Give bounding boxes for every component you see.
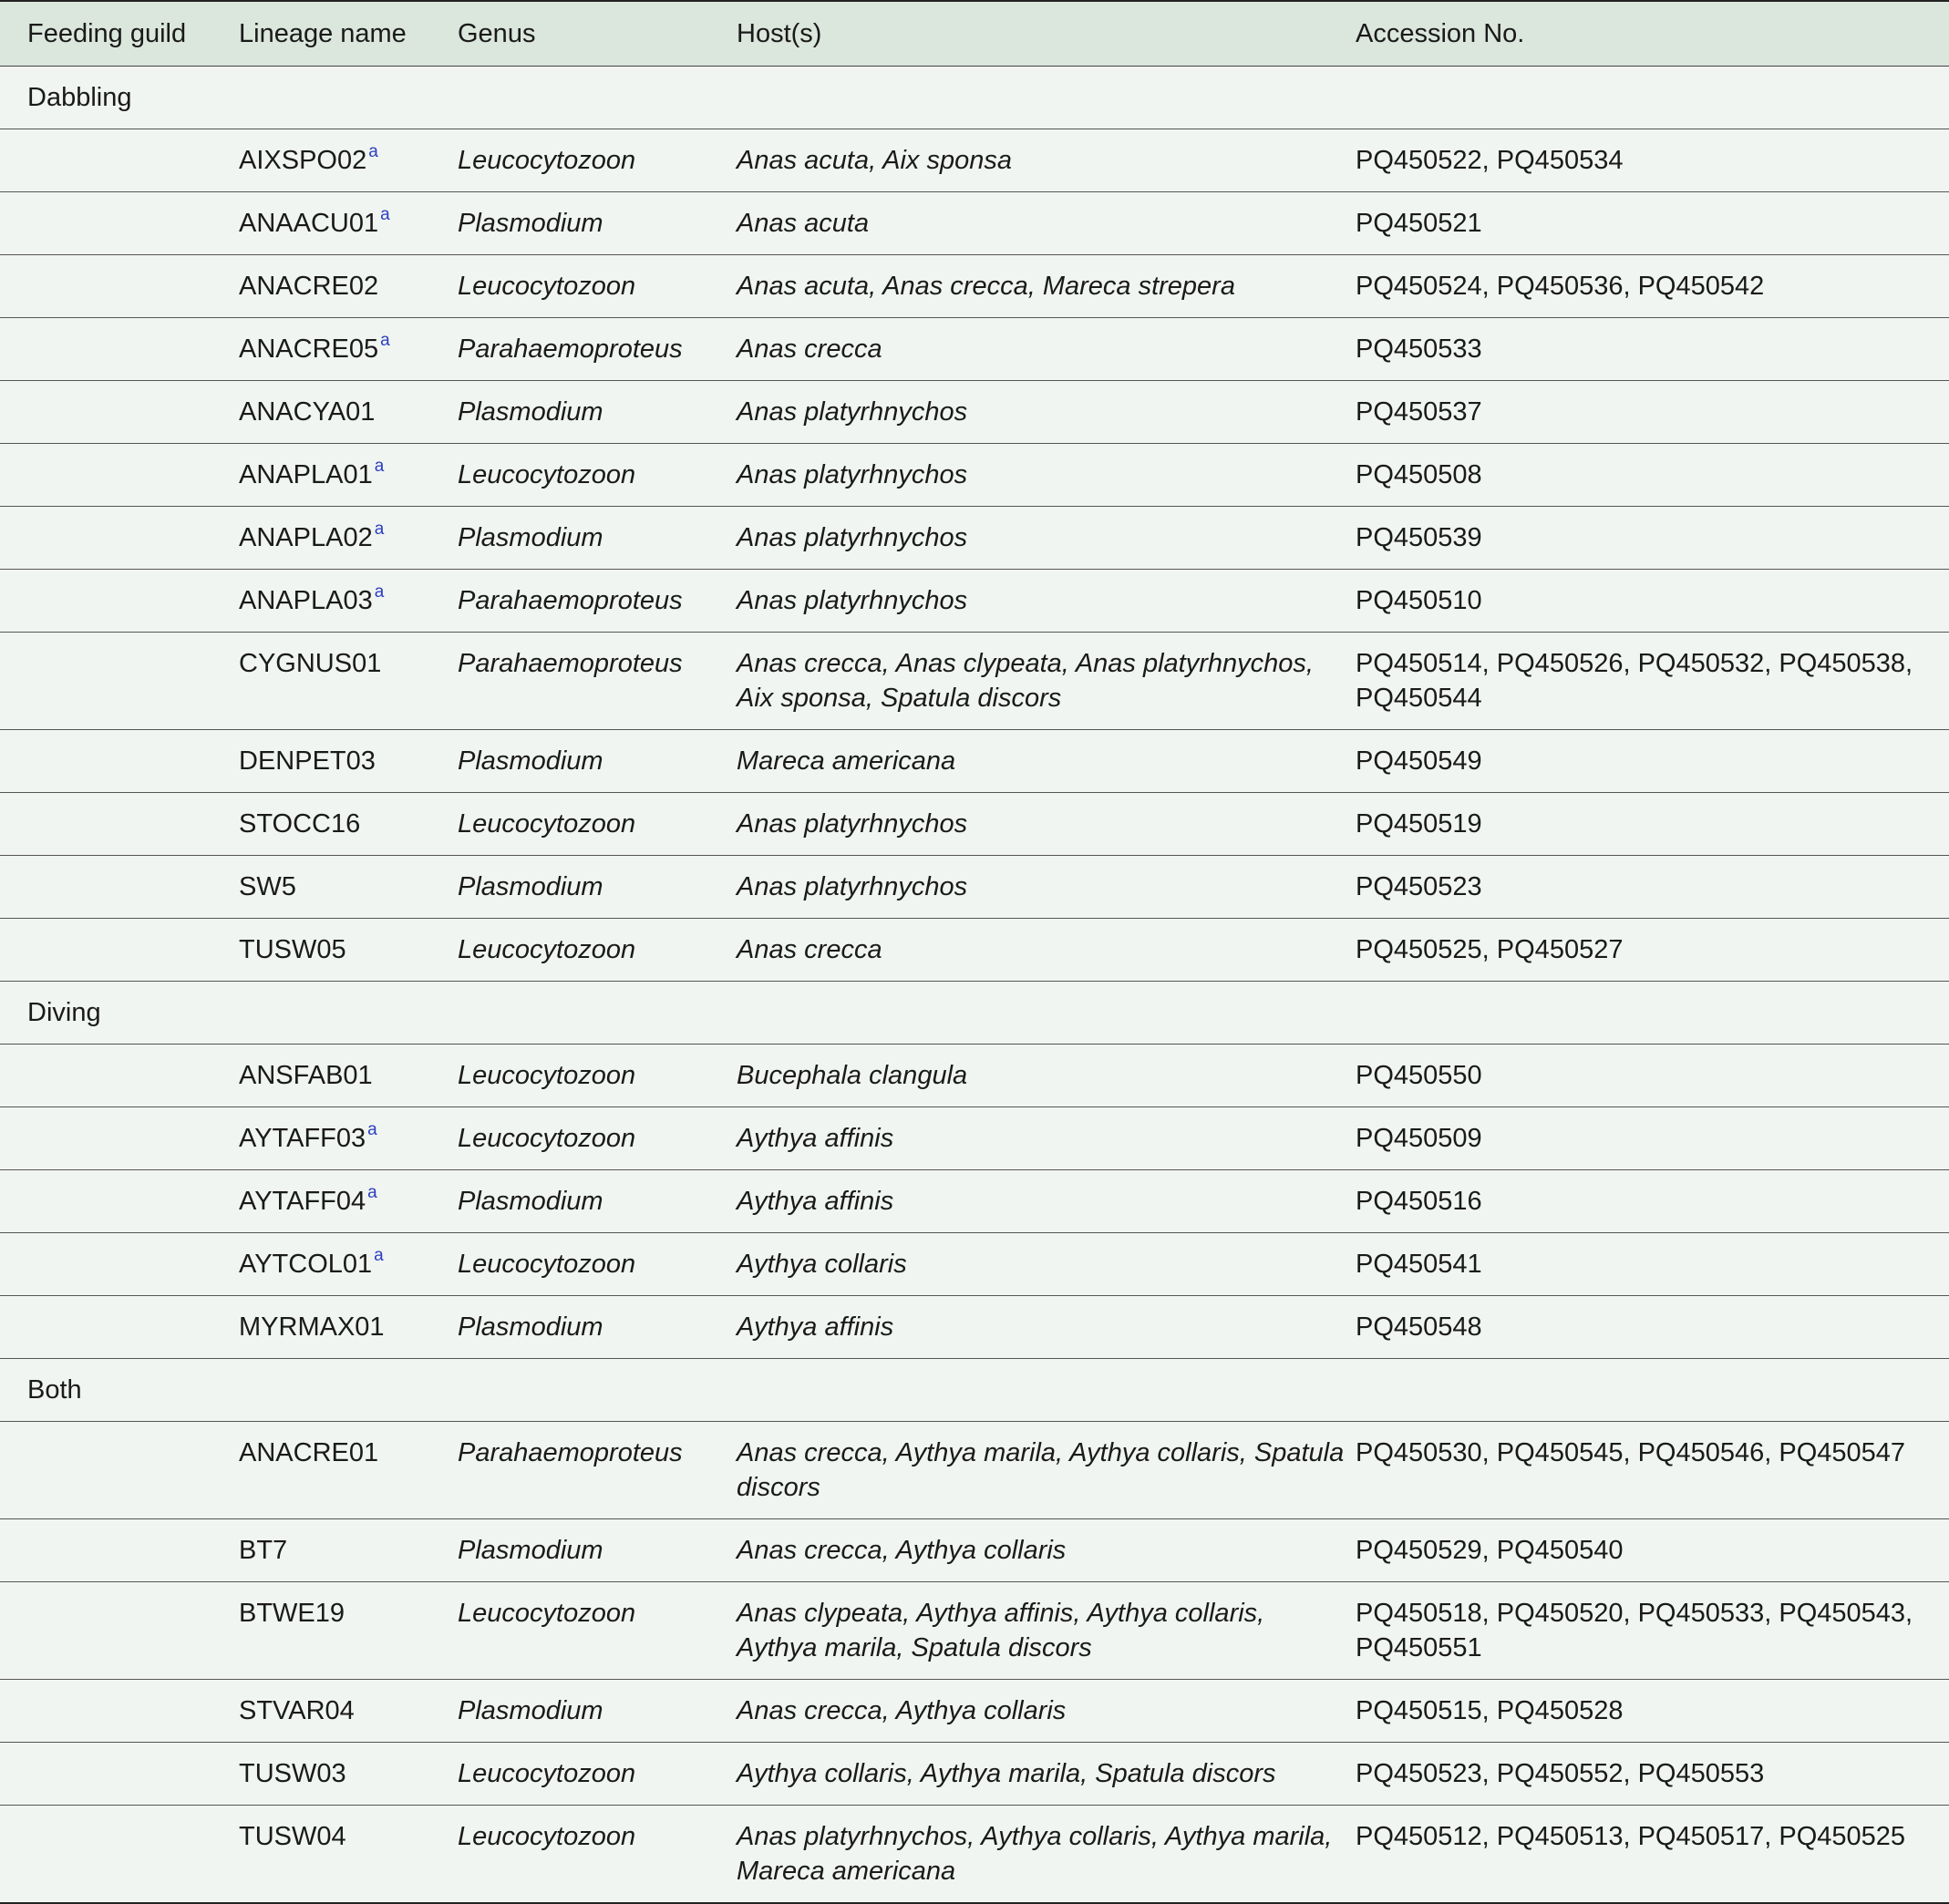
lineage-cell (239, 129, 458, 192)
footnote-mark[interactable]: a (380, 331, 390, 351)
lineage-name: ANACRE05 (239, 334, 379, 364)
table-row (0, 1296, 1949, 1359)
lineage-cell (239, 1743, 458, 1806)
lineage-cell (239, 856, 458, 919)
accession-cell: PQ450515, PQ450528 (1356, 1696, 1624, 1725)
lineage-name: ANACYA01 (239, 397, 376, 427)
accession-cell: PQ450524, PQ450536, PQ450542 (1356, 272, 1765, 301)
guild-cell (0, 1743, 239, 1806)
feeding-guild-label: Diving (27, 998, 101, 1027)
hosts-cell: Anas platyrhnychos, Aythya collaris, Aythya marila, Mareca americana (737, 1822, 1333, 1886)
genus-cell: Leucocytozoon (458, 1822, 636, 1851)
guild-cell (0, 444, 239, 507)
guild-cell (0, 633, 239, 730)
hosts-cell: Anas platyrhnychos (737, 586, 968, 615)
accession-cell: PQ450523, PQ450552, PQ450553 (1356, 1759, 1765, 1788)
footnote-mark[interactable]: a (374, 582, 385, 602)
table-row (0, 856, 1949, 919)
lineage-cell (239, 1582, 458, 1680)
table-row (0, 1519, 1949, 1582)
hosts-cell: Anas crecca, Aythya collaris (737, 1536, 1067, 1565)
accession-cell: PQ450522, PQ450534 (1356, 146, 1624, 175)
table-row (0, 1170, 1949, 1233)
guild-cell (0, 1107, 239, 1170)
lineage-name: BTWE19 (239, 1599, 345, 1628)
guild-cell (0, 1680, 239, 1743)
genus-cell: Plasmodium (458, 1696, 603, 1725)
hosts-cell: Anas acuta, Aix sponsa (737, 146, 1012, 175)
genus-cell: Leucocytozoon (458, 935, 636, 964)
lineage-name: STVAR04 (239, 1696, 355, 1725)
accession-cell: PQ450514, PQ450526, PQ450532, PQ450538, PQ450544 (1356, 649, 1913, 713)
lineage-name: AIXSPO02 (239, 146, 367, 175)
lineage-cell (239, 318, 458, 381)
lineage-name: ANSFAB01 (239, 1061, 373, 1090)
table-row (0, 730, 1949, 793)
lineage-name: ANAPLA03 (239, 586, 373, 615)
accession-cell: PQ450525, PQ450527 (1356, 935, 1624, 964)
table-row (0, 129, 1949, 192)
hosts-cell: Aythya collaris, Aythya marila, Spatula discors (737, 1759, 1276, 1788)
genus-cell: Leucocytozoon (458, 809, 636, 839)
lineage-name: AYTAFF03 (239, 1124, 366, 1153)
hosts-cell: Anas acuta, Anas crecca, Mareca strepera (737, 272, 1235, 301)
hosts-cell: Anas platyrhnychos (737, 460, 968, 489)
guild-cell (0, 318, 239, 381)
hosts-cell: Anas crecca, Aythya collaris (737, 1696, 1067, 1725)
lineage-name: DENPET03 (239, 746, 376, 776)
guild-cell (0, 1519, 239, 1582)
header-accession: Accession No. (1356, 19, 1525, 48)
table-row (0, 1233, 1949, 1296)
lineage-name: CYGNUS01 (239, 649, 382, 678)
accession-cell: PQ450516 (1356, 1187, 1482, 1216)
table-row (0, 1582, 1949, 1680)
lineage-name: SW5 (239, 872, 296, 901)
lineage-name: TUSW03 (239, 1759, 346, 1788)
hosts-cell: Anas platyrhnychos (737, 397, 968, 427)
accession-cell: PQ450521 (1356, 209, 1482, 238)
genus-cell: Parahaemoproteus (458, 586, 683, 615)
lineage-cell (239, 1806, 458, 1904)
table-row (0, 444, 1949, 507)
guild-cell (0, 192, 239, 255)
genus-cell: Leucocytozoon (458, 146, 636, 175)
accession-cell: PQ450539 (1356, 523, 1482, 552)
footnote-mark[interactable]: a (367, 1120, 377, 1140)
hosts-cell: Bucephala clangula (737, 1061, 968, 1090)
accession-cell: PQ450537 (1356, 397, 1482, 427)
genus-cell: Leucocytozoon (458, 460, 636, 489)
guild-cell (0, 129, 239, 192)
genus-cell: Parahaemoproteus (458, 334, 683, 364)
hosts-cell: Anas crecca, Anas clypeata, Anas platyrhnychos, Aix sponsa, Spatula discors (737, 649, 1314, 713)
lineage-cell (239, 444, 458, 507)
hosts-cell: Anas crecca, Aythya marila, Aythya collaris, Spatula discors (737, 1438, 1345, 1502)
hosts-cell: Anas platyrhnychos (737, 872, 968, 901)
lineage-cell (239, 570, 458, 633)
genus-cell: Parahaemoproteus (458, 649, 683, 678)
table-row (0, 570, 1949, 633)
accession-cell: PQ450530, PQ450545, PQ450546, PQ450547 (1356, 1438, 1906, 1467)
genus-cell: Leucocytozoon (458, 1124, 636, 1153)
lineage-name: AYTAFF04 (239, 1187, 366, 1216)
lineage-name: ANAPLA02 (239, 523, 373, 552)
lineage-cell (239, 1296, 458, 1359)
genus-cell: Leucocytozoon (458, 1599, 636, 1628)
header-row (0, 1, 1949, 67)
accession-cell: PQ450550 (1356, 1061, 1482, 1090)
accession-cell: PQ450523 (1356, 872, 1482, 901)
accession-cell: PQ450518, PQ450520, PQ450533, PQ450543, PQ450551 (1356, 1599, 1913, 1662)
hosts-cell: Anas acuta (737, 209, 870, 238)
accession-cell: PQ450512, PQ450513, PQ450517, PQ450525 (1356, 1822, 1906, 1851)
guild-cell (0, 381, 239, 444)
lineage-cell (239, 381, 458, 444)
feeding-guild-label: Both (27, 1375, 82, 1405)
footnote-mark[interactable]: a (380, 205, 390, 225)
table-row (0, 633, 1949, 730)
accession-cell: PQ450548 (1356, 1312, 1482, 1342)
lineage-cell (239, 507, 458, 570)
lineage-name: TUSW05 (239, 935, 346, 964)
hosts-cell: Aythya affinis (737, 1124, 894, 1153)
footnote-mark[interactable]: a (368, 142, 378, 162)
lineage-cell (239, 793, 458, 856)
accession-cell: PQ450509 (1356, 1124, 1482, 1153)
footnote-mark[interactable]: a (374, 1246, 384, 1266)
hosts-cell: Anas crecca (737, 334, 882, 364)
guild-cell (0, 793, 239, 856)
hosts-cell: Aythya affinis (737, 1187, 894, 1216)
genus-cell: Leucocytozoon (458, 1759, 636, 1788)
lineage-cell (239, 1170, 458, 1233)
guild-cell (0, 856, 239, 919)
guild-cell (0, 1582, 239, 1680)
lineage-name: ANAACU01 (239, 209, 379, 238)
lineage-cell (239, 1107, 458, 1170)
table-row (0, 255, 1949, 318)
group-row (0, 982, 1949, 1045)
lineage-cell (239, 1680, 458, 1743)
hosts-cell: Anas platyrhnychos (737, 809, 968, 839)
group-row (0, 1359, 1949, 1422)
guild-cell (0, 1422, 239, 1519)
footnote-mark[interactable]: a (374, 457, 385, 477)
lineage-cell (239, 730, 458, 793)
header-genus: Genus (458, 19, 536, 48)
guild-cell (0, 255, 239, 318)
lineage-name: TUSW04 (239, 1822, 346, 1851)
lineage-name: STOCC16 (239, 809, 361, 839)
lineage-cell (239, 192, 458, 255)
genus-cell: Leucocytozoon (458, 272, 636, 301)
lineage-name: ANACRE01 (239, 1438, 379, 1467)
genus-cell: Plasmodium (458, 1536, 603, 1565)
genus-cell: Plasmodium (458, 746, 603, 776)
table-row (0, 192, 1949, 255)
hosts-cell: Aythya affinis (737, 1312, 894, 1342)
hosts-cell: Anas clypeata, Aythya affinis, Aythya collaris, Aythya marila, Spatula discors (737, 1599, 1265, 1662)
footnote-mark[interactable]: a (374, 520, 385, 540)
table-row (0, 1743, 1949, 1806)
hosts-cell: Anas platyrhnychos (737, 523, 968, 552)
hosts-cell: Anas crecca (737, 935, 882, 964)
table-row (0, 318, 1949, 381)
table-row (0, 919, 1949, 982)
table-body (0, 67, 1949, 1904)
lineage-name: ANACRE02 (239, 272, 379, 301)
lineage-name: AYTCOL01 (239, 1250, 373, 1279)
lineage-cell (239, 1045, 458, 1107)
lineage-name: BT7 (239, 1536, 288, 1565)
footnote-mark[interactable]: a (367, 1183, 377, 1203)
table-row (0, 1045, 1949, 1107)
genus-cell: Plasmodium (458, 1312, 603, 1342)
guild-cell (0, 1045, 239, 1107)
table-row (0, 507, 1949, 570)
table-row (0, 1422, 1949, 1519)
header-lineage-name: Lineage name (239, 19, 407, 48)
guild-cell (0, 507, 239, 570)
accession-cell: PQ450529, PQ450540 (1356, 1536, 1624, 1565)
genus-cell: Leucocytozoon (458, 1250, 636, 1279)
table-row (0, 381, 1949, 444)
lineage-name: MYRMAX01 (239, 1312, 385, 1342)
genus-cell: Leucocytozoon (458, 1061, 636, 1090)
header-hosts: Host(s) (737, 19, 822, 48)
lineage-name: ANAPLA01 (239, 460, 373, 489)
lineage-cell (239, 1422, 458, 1519)
genus-cell: Plasmodium (458, 523, 603, 552)
lineage-cell (239, 633, 458, 730)
lineage-cell (239, 1519, 458, 1582)
table-row (0, 1107, 1949, 1170)
genus-cell: Plasmodium (458, 1187, 603, 1216)
table-row (0, 793, 1949, 856)
genus-cell: Plasmodium (458, 872, 603, 901)
feeding-guild-label: Dabbling (27, 83, 132, 112)
genus-cell: Plasmodium (458, 209, 603, 238)
hosts-cell: Aythya collaris (737, 1250, 907, 1279)
accession-cell: PQ450508 (1356, 460, 1482, 489)
guild-cell (0, 570, 239, 633)
table-row (0, 1680, 1949, 1743)
lineage-cell (239, 919, 458, 982)
guild-cell (0, 1296, 239, 1359)
guild-cell (0, 1170, 239, 1233)
accession-cell: PQ450519 (1356, 809, 1482, 839)
accession-cell: PQ450533 (1356, 334, 1482, 364)
header-feeding-guild: Feeding guild (27, 19, 187, 48)
guild-cell (0, 730, 239, 793)
group-row (0, 67, 1949, 129)
guild-cell (0, 1233, 239, 1296)
lineage-cell (239, 255, 458, 318)
table-row (0, 1806, 1949, 1904)
accession-cell: PQ450549 (1356, 746, 1482, 776)
hosts-cell: Mareca americana (737, 746, 956, 776)
lineage-cell (239, 1233, 458, 1296)
guild-cell (0, 1806, 239, 1904)
guild-cell (0, 919, 239, 982)
table-header (0, 1, 1949, 67)
accession-cell: PQ450510 (1356, 586, 1482, 615)
accession-cell: PQ450541 (1356, 1250, 1482, 1279)
genus-cell: Plasmodium (458, 397, 603, 427)
genus-cell: Parahaemoproteus (458, 1438, 683, 1467)
